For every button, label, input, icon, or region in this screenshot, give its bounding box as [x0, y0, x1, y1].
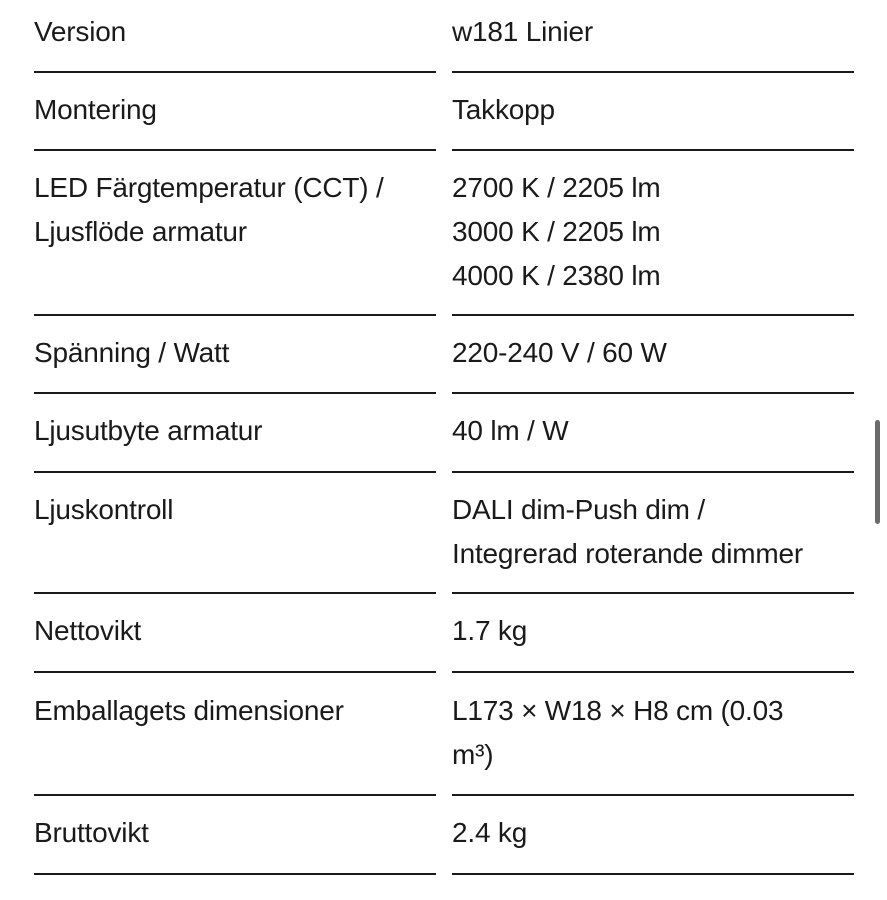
specification-table — [34, 0, 854, 875]
spec-row-bruttovikt — [34, 796, 854, 875]
spec-row-montering — [34, 73, 854, 151]
spec-label-text: Ljusflöde armatur — [34, 216, 247, 247]
spec-value-text: L173 × W18 × H8 cm (0.03 — [452, 695, 784, 726]
spec-value — [452, 394, 854, 473]
spec-value — [452, 151, 854, 316]
spec-label — [34, 151, 436, 316]
spec-label — [34, 316, 436, 394]
spec-value-text: Takkopp — [452, 94, 555, 125]
spec-row-version — [34, 0, 854, 73]
spec-label-text: Nettovikt — [34, 615, 142, 646]
spec-row-ljuskontroll — [34, 473, 854, 594]
spec-label — [34, 673, 436, 796]
spec-value — [452, 673, 854, 796]
spec-label — [34, 594, 436, 673]
spec-row-nettovikt — [34, 594, 854, 673]
spec-value-text: m³) — [452, 739, 494, 770]
spec-label — [34, 0, 436, 73]
spec-value-text: 3000 K / 2205 lm — [452, 216, 661, 247]
spec-label-text: Emballagets dimensioner — [34, 695, 344, 726]
spec-label-text: Ljuskontroll — [34, 494, 174, 525]
spec-row-cct — [34, 151, 854, 316]
spec-label — [34, 73, 436, 151]
spec-value-text: Integrerad roterande dimmer — [452, 538, 803, 569]
spec-value-text: 40 lm / W — [452, 415, 569, 446]
spec-label-text: Montering — [34, 94, 157, 125]
spec-label-text: Version — [34, 16, 126, 47]
spec-value-text: DALI dim-Push dim / — [452, 494, 705, 525]
spec-value — [452, 594, 854, 673]
spec-row-spanning — [34, 316, 854, 394]
spec-label — [34, 394, 436, 473]
spec-value-text: 4000 K / 2380 lm — [452, 260, 661, 291]
spec-value-text: 1.7 kg — [452, 615, 528, 646]
spec-value-text: 2.4 kg — [452, 817, 528, 848]
spec-value — [452, 0, 854, 73]
spec-label-text: Bruttovikt — [34, 817, 149, 848]
spec-label-text: Spänning / Watt — [34, 337, 230, 368]
spec-row-ljusutbyte — [34, 394, 854, 473]
spec-value — [452, 473, 854, 594]
vertical-scrollbar[interactable] — [875, 420, 880, 524]
spec-value — [452, 73, 854, 151]
spec-value-text: 220-240 V / 60 W — [452, 337, 667, 368]
spec-label-text: Ljusutbyte armatur — [34, 415, 263, 446]
spec-label — [34, 796, 436, 875]
spec-value — [452, 316, 854, 394]
spec-value-text: 2700 K / 2205 lm — [452, 172, 661, 203]
spec-label — [34, 473, 436, 594]
spec-value-text: w181 Linier — [452, 16, 593, 47]
spec-row-dimensioner — [34, 673, 854, 796]
spec-value — [452, 796, 854, 875]
spec-label-text: LED Färgtemperatur (CCT) / — [34, 172, 384, 203]
